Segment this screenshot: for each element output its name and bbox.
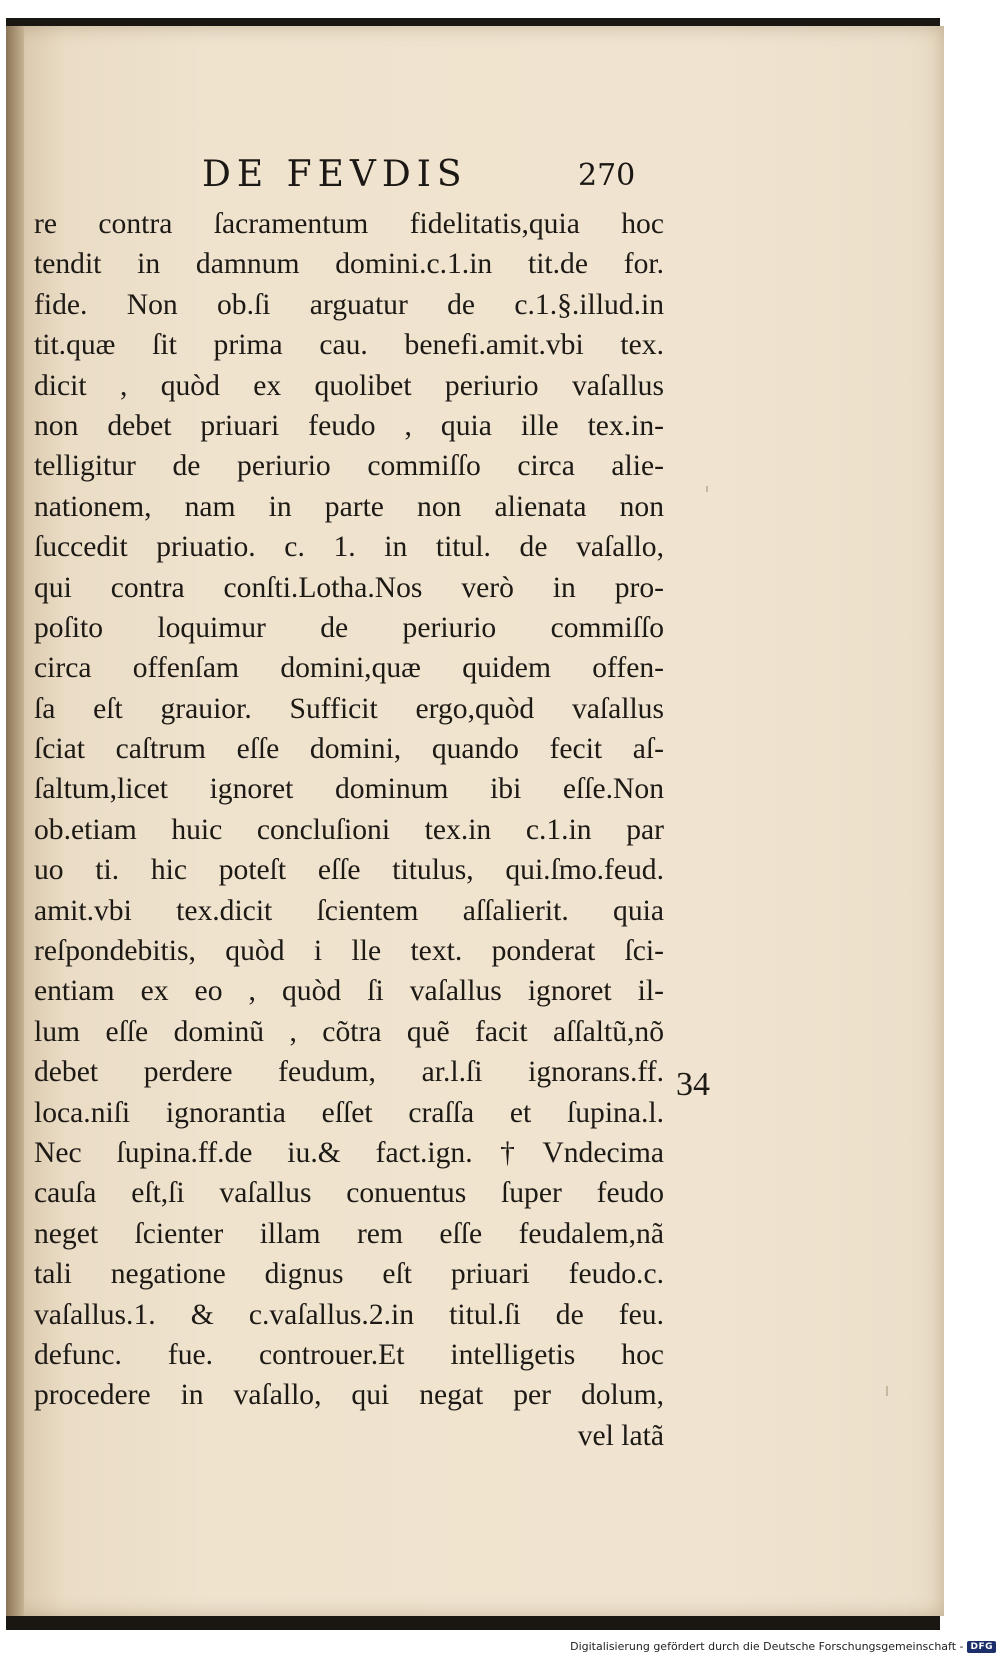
text-line: non debet priuari feudo , quia ille tex.in- xyxy=(34,409,664,442)
text-line: ſa eſt grauior. Sufficit ergo,quòd vaſallus xyxy=(34,692,664,725)
text-line: Nec ſupina.ff.de iu.& fact.ign.†Vndecima xyxy=(34,1136,664,1169)
text-line: dicit , quòd ex quolibet periurio vaſallus xyxy=(34,369,664,402)
text-line: fide. Non ob.ſi arguatur de c.1.§.illud.in xyxy=(34,288,664,321)
body-text xyxy=(34,204,664,1456)
paper-fleck xyxy=(706,486,708,492)
paper-fleck xyxy=(886,1386,888,1396)
margin-note-number: 34 xyxy=(676,1066,710,1103)
text-line: ſuccedit priuatio. c. 1. in titul. de vaſallo, xyxy=(34,531,664,564)
text-line: re contra ſacramentum fidelitatis,quia hoc xyxy=(34,208,664,240)
digitization-credit xyxy=(570,1640,996,1653)
text-line: telligitur de periurio commiſſo circa alie- xyxy=(34,450,664,483)
running-head xyxy=(6,154,944,204)
text-line: uo ti. hic poteſt eſſe titulus, qui.ſmo.feud. xyxy=(34,854,664,887)
text-line: lum eſſe dominũ , cõtra quẽ facit aſſaltũ,nõ xyxy=(34,1015,664,1048)
text-line: tit.quæ ſit prima cau. benefi.amit.vbi tex. xyxy=(34,329,664,362)
text-line: debet perdere feudum, ar.l.ſi ignorans.ff. xyxy=(34,1056,664,1089)
text-line: reſpondebitis, quòd i lle text. ponderat ſci- xyxy=(34,935,664,968)
text-line: tendit in damnum domini.c.1.in tit.de for. xyxy=(34,248,664,281)
text-line: neget ſcienter illam rem eſſe feudalem,nã xyxy=(34,1217,664,1250)
folio-number: 270 xyxy=(578,158,636,193)
paper-leaf xyxy=(6,26,944,1616)
text-line: loca.niſi ignorantia eſſet craſſa et ſupina.l. xyxy=(34,1096,664,1129)
text-line: cauſa eſt,ſi vaſallus conuentus ſuper feudo xyxy=(34,1177,664,1210)
text-line: amit.vbi tex.dicit ſcientem aſſalierit. quia xyxy=(34,894,664,927)
text-line: poſito loquimur de periurio commiſſo xyxy=(34,611,664,644)
text-line: ob.etiam huic concluſioni tex.in c.1.in par xyxy=(34,813,664,846)
page-gutter xyxy=(6,26,24,1616)
text-line: ſaltum,licet ignoret dominum ibi eſſe.Non xyxy=(34,773,664,806)
text-line: procedere in vaſallo, qui negat per dolum, xyxy=(34,1379,664,1412)
catchword: vel latã xyxy=(577,1419,664,1452)
running-title: DE FEVDIS xyxy=(202,154,468,195)
text-line: defunc. fue. controuer.Et intelligetis hoc xyxy=(34,1338,664,1371)
credit-text: Digitalisierung gefördert durch die Deutsche Forschungsgemeinschaft - xyxy=(570,1640,964,1653)
text-line: entiam ex eo , quòd ſi vaſallus ignoret il- xyxy=(34,975,664,1008)
text-line: nationem, nam in parte non alienata non xyxy=(34,490,664,523)
text-line: ſciat caſtrum eſſe domini, quando fecit aſ- xyxy=(34,733,664,766)
book-page-scan xyxy=(6,18,940,1630)
text-line: vaſallus.1. & c.vaſallus.2.in titul.ſi de feu. xyxy=(34,1298,664,1331)
text-line: tali negatione dignus eſt priuari feudo.c. xyxy=(34,1258,664,1291)
text-line: qui contra conſti.Lotha.Nos verò in pro- xyxy=(34,571,664,604)
dfg-logo: DFG xyxy=(967,1641,996,1653)
text-line: circa offenſam domini,quæ quidem offen- xyxy=(34,652,664,685)
